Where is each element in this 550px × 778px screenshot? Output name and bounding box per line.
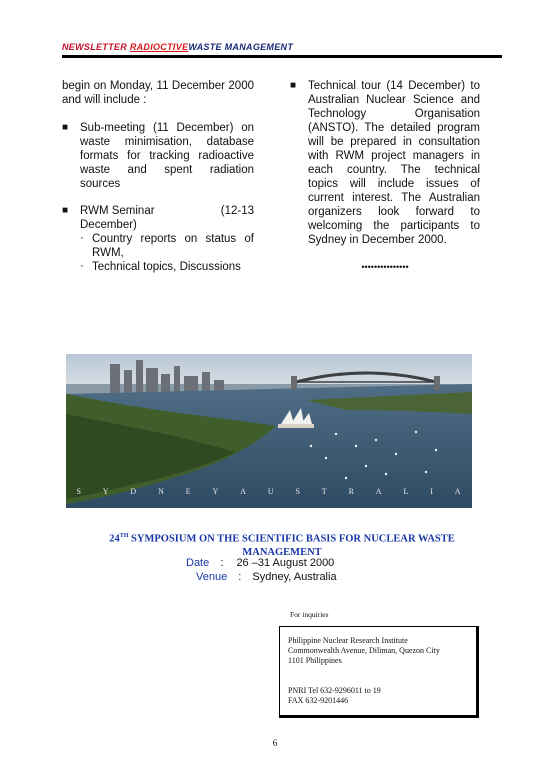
inquiries-box: [279, 626, 479, 718]
symposium-title-line2: MANAGEMENT: [242, 546, 322, 558]
bullet-icon: ■: [62, 205, 69, 216]
rwm-seminar-dates: (12-13: [220, 205, 254, 217]
bullet-submeeting-text: Sub-meeting (11 December) on waste minimisation, database formats for tracking radioactive waste and spent radiation sources: [80, 122, 254, 190]
symposium-ordinal: TH: [119, 533, 129, 539]
venue-value: Sydney, Australia: [252, 571, 337, 583]
date-separator: :: [220, 557, 224, 569]
symposium-venue-row: [186, 570, 337, 584]
bullet-icon: ■: [290, 80, 297, 91]
caption-letter: S: [295, 487, 301, 496]
inquiries-institute: Philippine Nuclear Research Institute: [288, 636, 408, 645]
photo-caption: [66, 487, 472, 496]
caption-letter: A: [240, 487, 247, 496]
header-word-newsletter: NEWSLETTER: [62, 42, 127, 52]
rwm-seminar-label: RWM Seminar: [80, 205, 155, 217]
inquiries-spacer: [288, 666, 468, 686]
caption-letter: S: [76, 487, 82, 496]
rwm-seminar-line: [80, 204, 254, 218]
caption-letter: T: [321, 487, 328, 496]
symposium-number: 24: [109, 533, 120, 545]
date-label: Date: [186, 557, 210, 569]
date-value: 26 –31 August 2000: [236, 557, 335, 569]
sub-item-country-reports-text: Country reports on status of RWM,: [92, 233, 254, 259]
sub-item-technical-topics-text: Technical topics, Discussions: [92, 261, 241, 273]
rwm-seminar-month: December): [80, 219, 137, 231]
left-column: [62, 79, 254, 274]
bullet-submeeting: [62, 121, 254, 191]
caption-letter: Y: [212, 487, 220, 496]
caption-letter: R: [348, 487, 355, 496]
page-number: 6: [272, 738, 278, 748]
inquiries-fax: FAX 632-9201446: [288, 696, 349, 705]
inquiries-label: For inquiries: [290, 610, 329, 619]
sub-bullet-icon: ·: [80, 260, 84, 272]
caption-letter: U: [267, 487, 275, 496]
inquiries-tel: PNRI Tel 632-9296011 to 19: [288, 686, 381, 695]
bullet-technical-tour-text: Technical tour (14 December) to Australian Nuclear Science and Technology Organisation (ANSTO). The detailed program will be prepared in consultation with RWM project managers in each country. The technical topics will include issues of current interest. The Australian organizers look forward to welcoming the participants to Sydney in December 2000.: [308, 80, 480, 246]
section-separator: •••••••••••••••: [361, 262, 409, 272]
symposium-date-row: [186, 556, 334, 570]
intro-text: begin on Monday, 11 December 2000 and will include :: [62, 80, 254, 106]
newsletter-header: [62, 42, 293, 52]
caption-letter: D: [130, 487, 138, 496]
sub-item-country-reports: [62, 232, 254, 260]
caption-letter: Y: [102, 487, 110, 496]
caption-letter: N: [158, 487, 165, 496]
right-column: [290, 79, 480, 274]
sydney-harbour-illustration: [66, 354, 472, 508]
sub-item-technical-topics: [62, 260, 254, 274]
inquiries-address: Commonwealth Avenue, Diliman, Quezon City: [288, 646, 440, 655]
caption-letter: A: [375, 487, 383, 496]
caption-letter: E: [185, 487, 192, 496]
sub-bullet-icon: ·: [80, 232, 84, 244]
header-rule: [62, 55, 502, 58]
sydney-panorama-photo: [66, 354, 472, 508]
bullet-technical-tour: [290, 79, 480, 247]
caption-letter: I: [430, 487, 434, 496]
venue-separator: :: [238, 571, 242, 583]
header-word-radioactive: RADIOCTIVE: [129, 42, 189, 52]
inquiries-country: 1101 Philippines: [288, 656, 342, 665]
venue-label: Venue: [196, 571, 228, 583]
bullet-rwm-seminar: [62, 204, 254, 232]
caption-letter: L: [403, 487, 410, 496]
caption-letter: A: [454, 487, 462, 496]
symposium-title-line1: SYMPOSIUM ON THE SCIENTIFIC BASIS FOR NUCLEAR WASTE: [131, 533, 455, 545]
bullet-icon: ■: [62, 122, 69, 133]
symposium-title: [62, 530, 502, 559]
header-word-waste-management: WASTE MANAGEMENT: [188, 42, 294, 52]
